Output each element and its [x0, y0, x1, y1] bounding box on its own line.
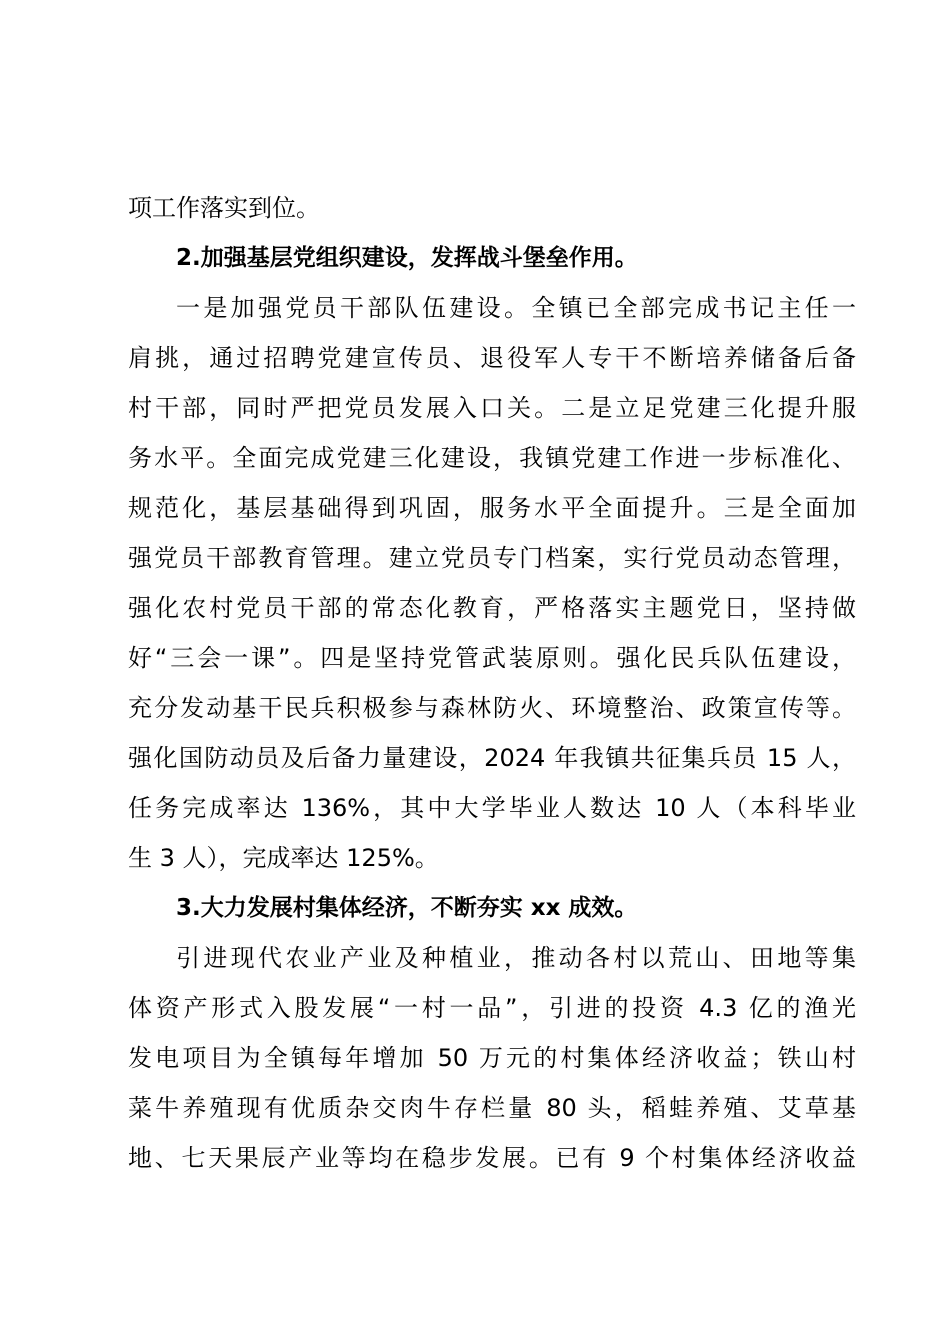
paragraph-line: 充分发动基干民兵积极参与森林防火、环境整治、政策宣传等。 [128, 694, 856, 722]
paragraph-line: 强化农村党员干部的常态化教育，严格落实主题党日，坚持做 [128, 594, 856, 622]
paragraph-line: 村干部，同时严把党员发展入口关。二是立足党建三化提升服 [128, 394, 856, 422]
paragraph-line: 项工作落实到位。 [128, 194, 320, 222]
document-body [128, 183, 856, 1183]
paragraph-line: 菜牛养殖现有优质杂交肉牛存栏量 80 头，稻蛙养殖、艾草基 [128, 1094, 856, 1122]
paragraph-line: 任务完成率达 136%，其中大学毕业人数达 10 人（本科毕业 [128, 794, 856, 822]
paragraph-line: 一是加强党员干部队伍建设。全镇已全部完成书记主任一 [176, 294, 856, 322]
section-heading-2: 2.加强基层党组织建设，发挥战斗堡垒作用。 [176, 245, 638, 271]
paragraph-line: 强化国防动员及后备力量建设，2024 年我镇共征集兵员 15 人， [128, 744, 856, 772]
paragraph-line: 规范化，基层基础得到巩固，服务水平全面提升。三是全面加 [128, 494, 856, 522]
paragraph-line: 好“三会一课”。四是坚持党管武装原则。强化民兵队伍建设， [128, 644, 856, 672]
paragraph-line: 生 3 人），完成率达 125%。 [128, 844, 439, 872]
paragraph-line: 强党员干部教育管理。建立党员专门档案，实行党员动态管理， [128, 544, 856, 572]
paragraph-line: 发电项目为全镇每年增加 50 万元的村集体经济收益；铁山村 [128, 1044, 856, 1072]
paragraph-line: 地、七天果辰产业等均在稳步发展。已有 9 个村集体经济收益 [128, 1144, 856, 1172]
paragraph-line: 务水平。全面完成党建三化建设，我镇党建工作进一步标准化、 [128, 444, 856, 472]
paragraph-line: 肩挑，通过招聘党建宣传员、退役军人专干不断培养储备后备 [128, 344, 856, 372]
paragraph-line: 体资产形式入股发展“一村一品”，引进的投资 4.3 亿的渔光 [128, 994, 856, 1022]
section-heading-3: 3.大力发展村集体经济，不断夯实 xx 成效。 [176, 895, 638, 921]
paragraph-line: 引进现代农业产业及种植业，推动各村以荒山、田地等集 [176, 944, 856, 972]
